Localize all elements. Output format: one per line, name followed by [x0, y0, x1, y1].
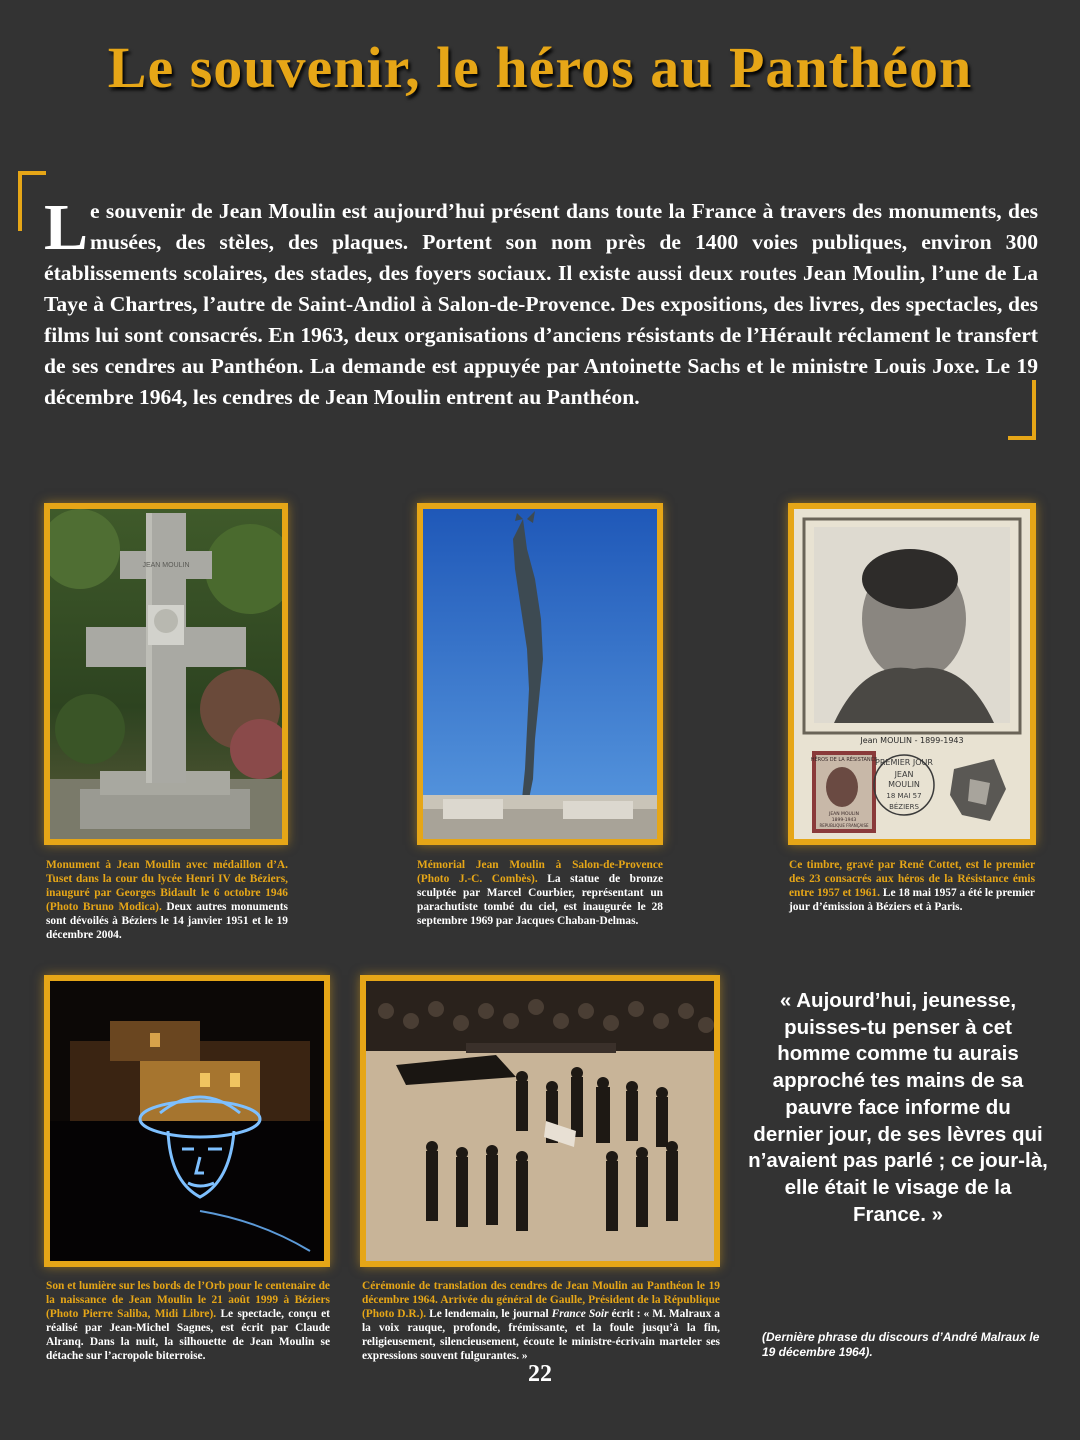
stamp-card-image: [794, 509, 1030, 839]
caption-son-et-lumiere: [46, 1279, 330, 1363]
son-et-lumiere-image: [50, 981, 324, 1261]
stamp-years: 1899-1943: [831, 818, 857, 823]
caption-memorial-highlight: Mémorial Jean Moulin à Salon-de-Provence (Photo J.-C. Combès).: [417, 859, 663, 885]
intro-text: e souvenir de Jean Moulin est aujourd’hui présent dans toute la France à travers des monuments, des musées, des stèles, des plaques. Portent son nom près de 1400 voies publiques, environ 300 établissements scolaires, des stades, des foyers sociaux. Il existe aussi deux routes Jean Moulin, l’une de La Taye à Chartres, l’autre de Saint-Andiol à Salon-de-Provence. Des expositions, des livres, des spectacles, des films lui sont consacrés. En 1963, deux organisations d’anciens résistants de l’Hérault réclament le transfert de ses cendres au Panthéon. La demande est appuyée par Antoinette Sachs et le ministre Louis Joxe. Le 19 décembre 1964, les cendres de Jean Moulin entrent au Panthéon.: [44, 199, 1038, 409]
postmark-city: BÉZIERS: [889, 803, 919, 811]
corner-bracket-top-left: [18, 171, 46, 231]
caption-memorial-rest: La statue de bronze sculptée par Marcel Courbier, représentant un parachutiste tombé du ciel, est inaugurée le 28 septembre 1969 par Jacques Chaban-Delmas.: [417, 873, 664, 927]
postmark-name-2: MOULIN: [888, 780, 920, 789]
drop-cap: L: [44, 191, 89, 264]
postmark-top: PREMIER JOUR: [875, 758, 933, 767]
caption-ceremonie-rest-1: Le lendemain, le journal: [426, 1308, 552, 1320]
photo-ceremonie: [360, 975, 720, 1267]
ceremonie-image: [366, 981, 714, 1261]
monument-cross-image: [50, 509, 282, 839]
memorial-statue-image: [423, 509, 657, 839]
caption-stamp-highlight: Ce timbre, gravé par René Cottet, est le premier des 23 consacrés aux héros de la Résistance émis entre 1957 et 1961.: [789, 859, 1035, 899]
stamp-header: HÉROS DE LA RÉSISTANCE: [810, 757, 878, 763]
caption-son-et-lumiere-rest: Le spectacle, conçu et réalisé par Jean-Michel Sagnes, est écrit par Claude Alranq. Dans la nuit, la silhouette de Jean Moulin se détache sur l’acropole biterroise.: [46, 1308, 330, 1362]
caption-ceremonie-journal: France Soir: [551, 1308, 609, 1320]
caption-monument-rest: Deux autres monuments sont dévoilés à Béziers le 14 janvier 1951 et le 19 décembre 2004.: [46, 901, 288, 941]
malraux-quote: « Aujourd’hui, jeunesse, puisses-tu penser à cet homme comme tu aurais approché tes mains de sa pauvre face informe du dernier jour, de ses lèvres qui n’avaient pas parlé ; ce jour-là, elle était le visage de la France. »: [748, 989, 1048, 1226]
caption-son-et-lumiere-highlight: Son et lumière sur les bords de l’Orb pour le centenaire de la naissance de Jean Moulin le 21 août 1999 à Béziers (Photo Pierre Saliba, Midi Libre).: [46, 1280, 330, 1320]
photo-son-et-lumiere: [44, 975, 330, 1267]
portrait-label: Jean MOULIN - 1899-1943: [860, 736, 964, 745]
caption-memorial: [417, 858, 663, 928]
caption-monument-highlight: Monument à Jean Moulin avec médaillon d’A. Tuset dans la cour du lycée Henri IV de Béziers, inauguré par Georges Bidault le 6 octobre 1946 (Photo Bruno Modica).: [46, 859, 288, 913]
page-title: Le souvenir, le héros au Panthéon: [107, 35, 973, 100]
postmark-name-1: JEAN: [894, 770, 914, 779]
caption-stamp: [789, 858, 1035, 914]
postmark-date: 18 MAI 57: [886, 792, 922, 800]
photo-stamp-card: [788, 503, 1036, 845]
page-number: 22: [528, 1361, 552, 1387]
photo-monument-cross: [44, 503, 288, 845]
stamp-country: REPUBLIQUE FRANÇAISE: [819, 823, 869, 828]
quote-source: (Dernière phrase du discours d’André Malraux le 19 décembre 1964).: [762, 1330, 1040, 1359]
caption-ceremonie: [362, 1279, 720, 1363]
cross-inscription: JEAN MOULIN: [142, 562, 190, 569]
caption-monument: [46, 858, 288, 942]
intro-paragraph: [44, 191, 1038, 413]
caption-stamp-rest: Le 18 mai 1957 a été le premier jour d’émission à Béziers et à Paris.: [789, 887, 1035, 913]
caption-ceremonie-highlight: Cérémonie de translation des cendres de Jean Moulin au Panthéon le 19 décembre 1964. Arrivée du général de Gaulle, Président de la République (Photo D.R.).: [362, 1280, 720, 1320]
caption-ceremonie-rest-2: écrit : « M. Malraux a la voix rauque, profonde, frémissante, et la foule jusqu’à la fin, religieusement, silencieusement, écoute le ministre-écrivain marteler ses expressions souvent fulgurantes. »: [362, 1308, 720, 1362]
stamp-name: JEAN MOULIN: [829, 812, 859, 817]
photo-memorial-statue: [417, 503, 663, 845]
